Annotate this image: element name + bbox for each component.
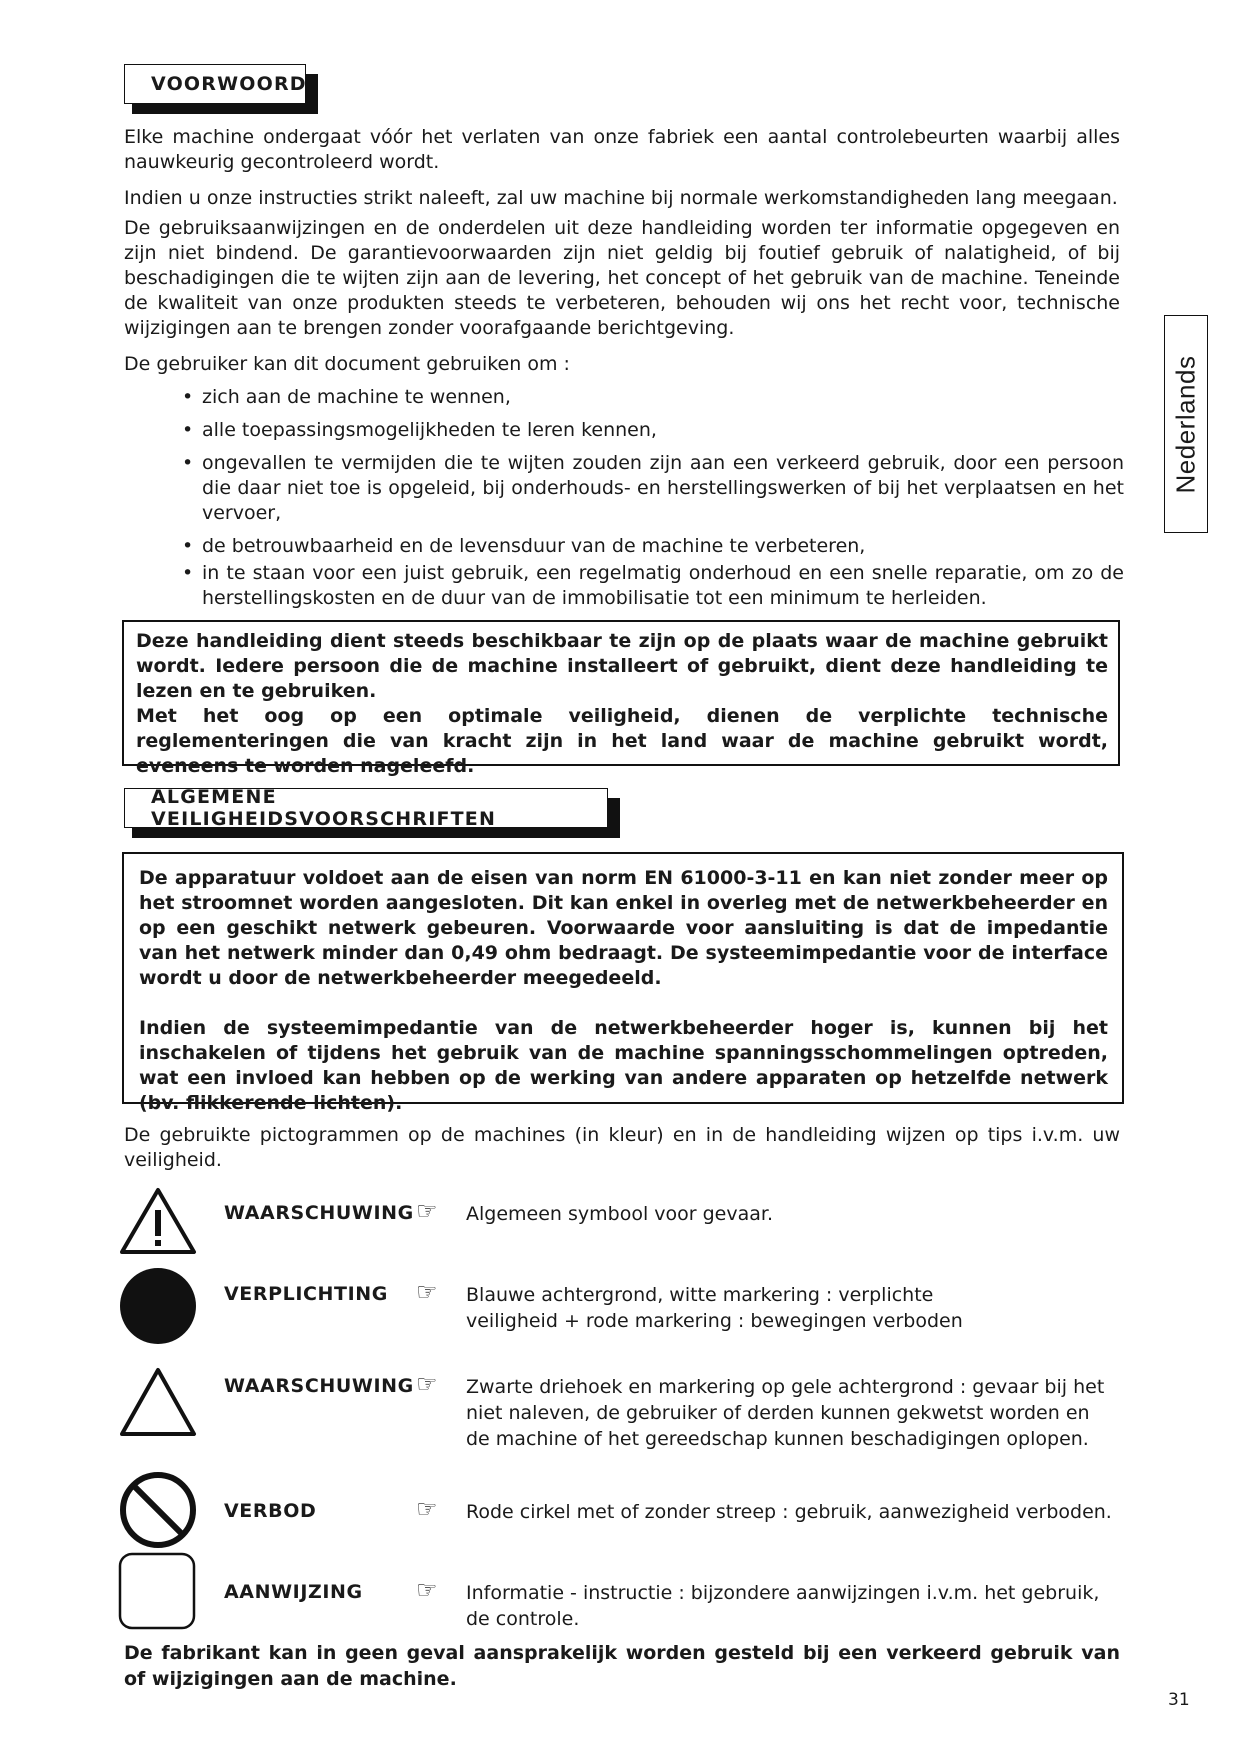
filled-circle-icon xyxy=(118,1266,198,1346)
rounded-square-icon xyxy=(118,1552,198,1632)
pictogram-description: Blauwe achtergrond, witte markering : verplichte veiligheid + rode markering : bewegingen verboden xyxy=(466,1284,963,1332)
prohibition-circle-icon xyxy=(118,1470,198,1550)
paragraph-text: De gebruiker kan dit document gebruiken om : xyxy=(124,353,570,375)
section-heading-foreword xyxy=(124,64,306,104)
paragraph-text: Indien u onze instructies strikt naleeft, zal uw machine bij normale werkomstandigheden lang meegaan. xyxy=(124,187,1118,209)
pointing-hand-icon: ☞ xyxy=(416,1495,438,1523)
pictogram-row-warning xyxy=(118,1186,1128,1254)
pictogram-row-caution xyxy=(118,1366,1128,1456)
section-heading-safety xyxy=(124,788,608,828)
paragraph-text: Elke machine ondergaat vóór het verlaten van onze fabriek een aantal controlebeurten waarbij alles nauwkeurig gecontroleerd wordt. xyxy=(124,126,1120,173)
foreword-paragraph-3 xyxy=(124,216,1120,341)
pictogram-description: Algemeen symbool voor gevaar. xyxy=(466,1203,774,1225)
pointing-hand-icon: ☞ xyxy=(416,1576,438,1604)
liability-disclaimer: De fabrikant kan in geen geval aansprakelijk worden gesteld bij een verkeerd gebruik van of wijzigingen aan de machine. xyxy=(124,1642,1120,1690)
foreword-paragraph-2 xyxy=(124,186,1120,211)
language-tab xyxy=(1164,315,1208,533)
pictogram-label: AANWIJZING xyxy=(224,1581,363,1603)
foreword-paragraph-1 xyxy=(124,125,1120,175)
pictogram-description: Zwarte driehoek en markering op gele achtergrond : gevaar bij het niet naleven, de gebruiker of derden kunnen gekwetst worden en de machine of het gereedschap kunnen beschadigingen oplopen. xyxy=(466,1376,1105,1450)
pictogram-description: Rode cirkel met of zonder streep : gebruik, aanwezigheid verboden. xyxy=(466,1501,1112,1523)
section-heading-label: ALGEMENE VEILIGHEIDSVOORSCHRIFTEN xyxy=(124,788,608,828)
list-item: • de betrouwbaarheid en de levensduur van de machine te verbeteren, xyxy=(180,534,1124,559)
pictogram-label: VERPLICHTING xyxy=(224,1283,388,1305)
pictogram-row-prohibition xyxy=(118,1470,1128,1552)
notice-text: Deze handleiding dient steeds beschikbaar te zijn op de plaats waar de machine gebruikt wordt. Iedere persoon die de machine installeert of gebruikt, dient deze handleiding te lezen en te gebruiken. xyxy=(136,630,1108,702)
section-heading-label: VOORWOORD xyxy=(124,64,306,104)
pointing-hand-icon: ☞ xyxy=(416,1197,438,1225)
notice-text: Indien de systeemimpedantie van de netwerkbeheerder hoger is, kunnen bij het inschakelen of tijdens het gebruik van de machine spanningsschommelingen optreden, wat een invloed kan hebben op de werking van andere apparaten op hetzelfde netwerk (bv. flikkerende lichten). xyxy=(139,1017,1108,1114)
pictogram-label: WAARSCHUWING xyxy=(224,1375,414,1397)
pictogram-row-obligation xyxy=(118,1266,1128,1346)
manual-availability-notice xyxy=(122,620,1120,777)
outline-triangle-icon xyxy=(118,1366,198,1438)
foreword-bullet-list xyxy=(180,385,1124,619)
paragraph-text: De gebruikte pictogrammen op de machines (in kleur) en in de handleiding wijzen op tips i.v.m. uw veiligheid. xyxy=(124,1124,1120,1171)
list-item: • ongevallen te vermijden die te wijten zouden zijn aan een verkeerd gebruik, door een persoon die daar niet toe is opgeleid, bij onderhouds- en herstellingswerken of bij het verplaatsen en het vervoer, xyxy=(180,451,1124,526)
foreword-paragraph-4 xyxy=(124,352,1120,377)
list-item: • zich aan de machine te wennen, xyxy=(180,385,1124,410)
page-number: 31 xyxy=(1168,1690,1190,1710)
pictogram-intro xyxy=(124,1123,1120,1173)
list-item: • in te staan voor een juist gebruik, een regelmatig onderhoud en een snelle reparatie, om zo de herstellingskosten en de duur van de immobilisatie tot een minimum te herleiden. xyxy=(180,561,1124,611)
notice-text: Met het oog op een optimale veiligheid, dienen de verplichte technische reglementeringen die van kracht zijn in het land waar de machine gebruikt wordt, eveneens te worden nageleefd. xyxy=(136,705,1108,777)
network-impedance-notice xyxy=(122,852,1124,1114)
pointing-hand-icon: ☞ xyxy=(416,1370,438,1398)
pictogram-label: WAARSCHUWING xyxy=(224,1202,414,1224)
pictogram-description: Informatie - instructie : bijzondere aanwijzingen i.v.m. het gebruik, de controle. xyxy=(466,1582,1100,1630)
list-item: • alle toepassingsmogelijkheden te leren kennen, xyxy=(180,418,1124,443)
paragraph-text: De gebruiksaanwijzingen en de onderdelen uit deze handleiding worden ter informatie opgegeven en zijn niet bindend. De garantievoorwaarden zijn niet geldig bij foutief gebruik of nalatigheid, of bij beschadigingen die te wijten zijn aan de levering, het concept of het gebruik van de machine. Teneinde de kwaliteit van onze produkten steeds te verbeteren, behouden wij ons het recht voor, technische wijzigingen aan te brengen zonder voorafgaande berichtgeving. xyxy=(124,217,1120,339)
pictogram-label: VERBOD xyxy=(224,1500,317,1522)
notice-text: De apparatuur voldoet aan de eisen van norm EN 61000-3-11 en kan niet zonder meer op het stroomnet worden aangesloten. Dit kan enkel in overleg met de netwerkbeheerder en op een geschikt netwerk gebeuren. Voorwaarde voor aansluiting is dat de impedantie van het netwerk minder dan 0,49 ohm bedraagt. De systeemimpedantie voor de interface wordt u door de netwerkbeheerder meegedeeld. xyxy=(139,867,1108,989)
language-tab-label: Nederlands xyxy=(1170,355,1201,493)
pictogram-row-instruction xyxy=(118,1552,1128,1634)
warning-exclamation-icon xyxy=(118,1186,198,1256)
pointing-hand-icon: ☞ xyxy=(416,1278,438,1306)
